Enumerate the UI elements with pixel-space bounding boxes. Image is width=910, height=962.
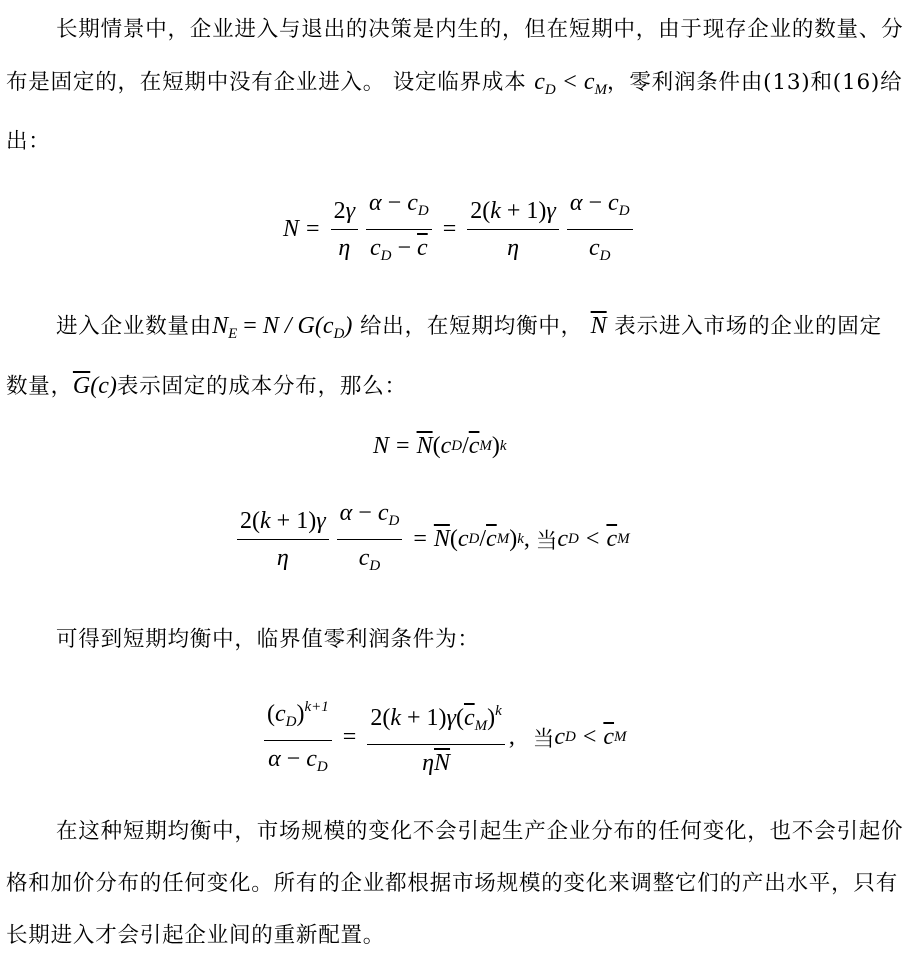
equation-1: N = $\frac{2\gamma}{\eta}$ $\frac{\alpha - c_D}{c_D - \overline{c}}$ = $\frac{2(k + 1)\gamma}{\eta}$ $\frac{\alpha - c_D}{c_D}$ [283, 188, 637, 271]
equation-3: $\frac{2(k + 1)\gamma}{\eta}$ $\frac{\alpha - c_D}{c_D}$ = $\overline{N}$ ( c D / $\overline{c}$ M ) k , 当 c D < $\overline{c}$ M [233, 498, 630, 581]
inline-math-gbar: $\overline{G}(c)$ [72, 373, 117, 399]
inline-math-nbar: $\overline{N}$ [590, 313, 607, 339]
equation-2: N = $\overline{N}$ ( c D / $\overline{c}$ M ) k [373, 433, 507, 459]
paragraph-3: 可得到短期均衡中，临界值零利润条件为： [56, 627, 480, 652]
paragraph-1: 长期情景中，企业进入与退出的决策是内生的，但在短期中，由于现存企业的数量、分布是固定的，在短期中没有企业进入。 设定临界成本 $c_D < c_M$，零利润条件由(13)和(16)给出： [6, 17, 904, 154]
inline-math-cd-lt-cm: $c_D < c_M$ [534, 69, 608, 98]
paragraph-4: 在这种短期均衡中，市场规模的变化不会引起生产企业分布的任何变化，也不会引起价格和加价分布的任何变化。所有的企业都根据市场规模的变化来调整它们的产出水平，只有长期进入才会引起企业间的重新配置。 [6, 819, 904, 948]
paragraph-2: 进入企业数量由$N_E = N / G(c_D)$ 给出，在短期均衡中， $\overline{N}$ 表示进入市场的企业的固定数量，$\overline{G}(c)$表示固定的成本分布，那么： [6, 313, 882, 399]
inline-math-ne: $N_E = N / G(c_D)$ [212, 313, 353, 342]
equation-4: $\frac{(c_D)^{k+1}}{\alpha - c_D}$ = $\frac{2(k + 1)\gamma(\overline{c}_M)^k}{\eta\overline{N}}$ , 当 c D < $\overline{c}$ M [260, 692, 627, 782]
